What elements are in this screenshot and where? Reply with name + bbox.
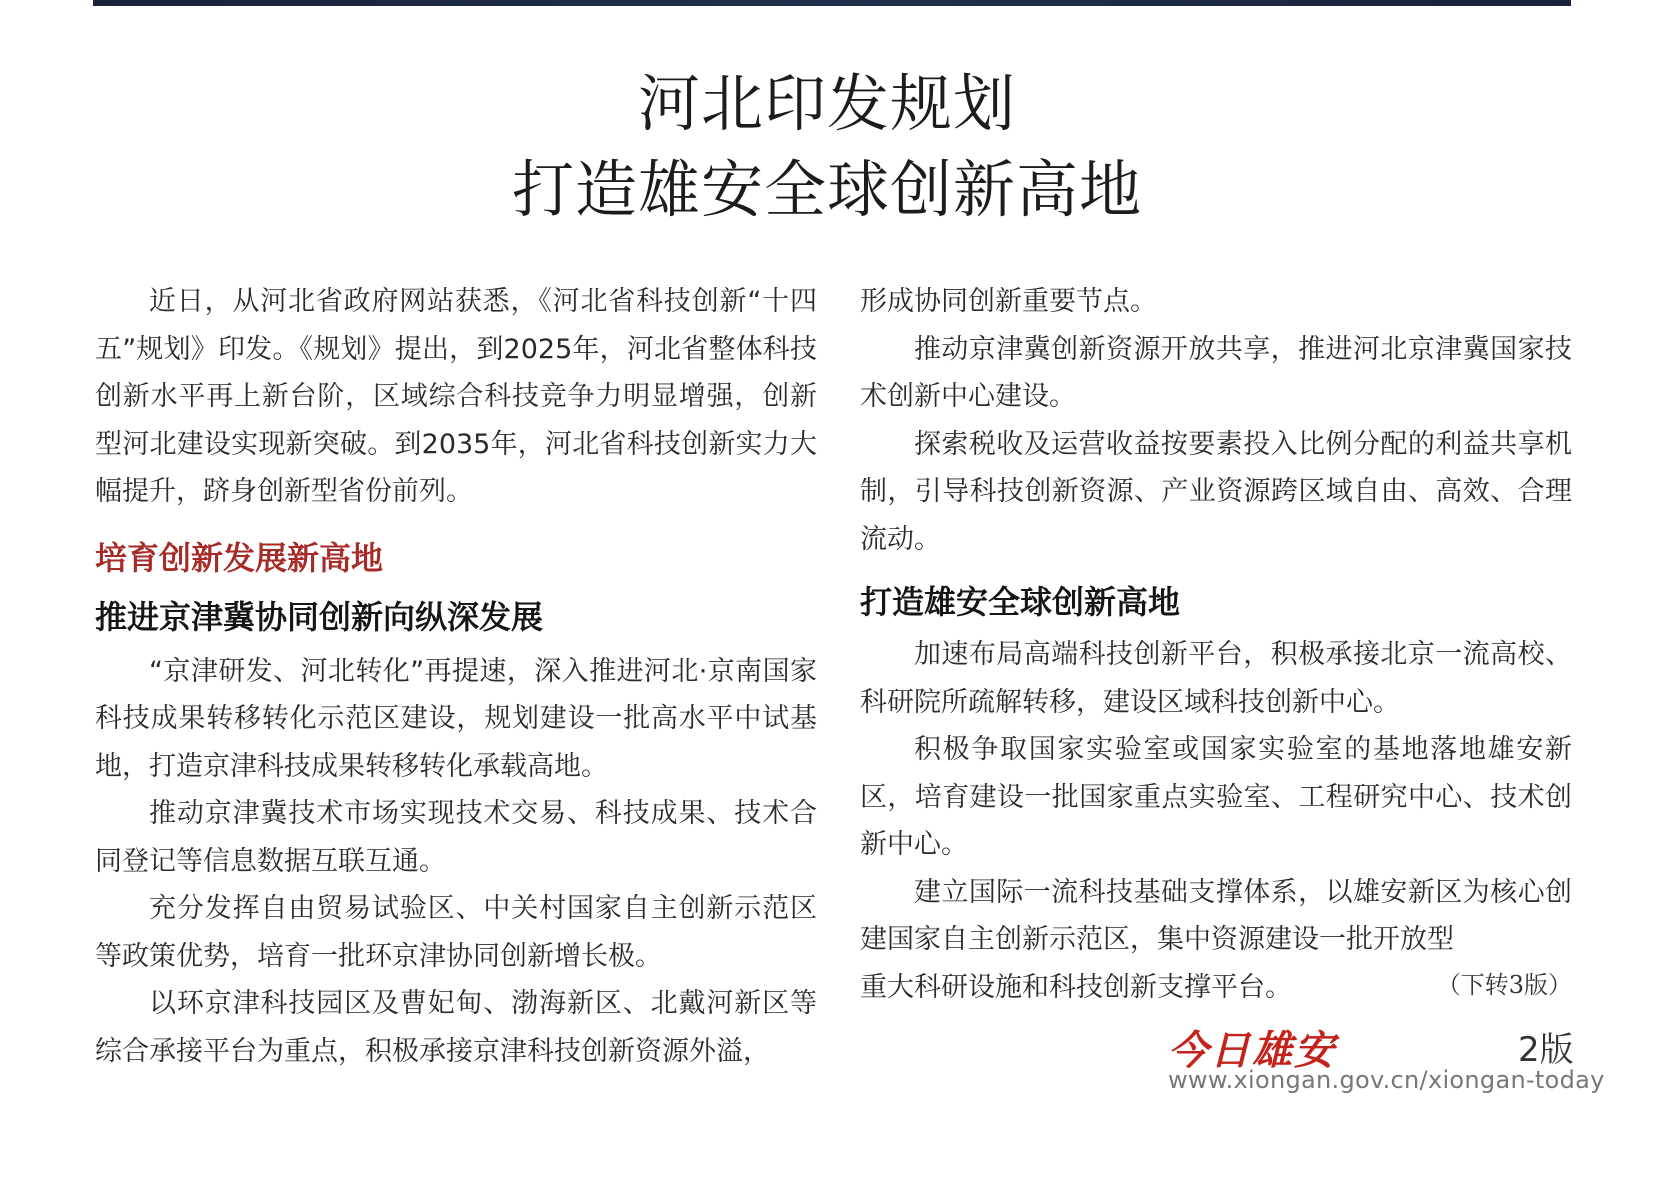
paragraph: 充分发挥自由贸易试验区、中关村国家自主创新示范区等政策优势，培育一批环京津协同创新增长极。	[95, 893, 817, 972]
section-title: 培育创新发展新高地	[95, 538, 384, 577]
paragraph: “京津研发、河北转化”再提速，深入推进河北·京南国家科技成果转移转化示范区建设，规划建设一批高水平中试基地，打造京津科技成果转移转化承载高地。	[95, 655, 817, 782]
subsection-title-right: 打造雄安全球创新高地	[860, 583, 1181, 621]
top-rule	[93, 0, 1571, 6]
brand-logo: 今日雄安	[1168, 1027, 1336, 1074]
continued-note: （下转3版）	[1436, 970, 1572, 999]
paragraph: 建立国际一流科技基础支撑体系，以雄安新区为核心创建国家自主创新示范区，集中资源建设一批开放型	[860, 876, 1572, 955]
headline-line-2: 打造雄安全球创新高地	[511, 153, 1142, 226]
page-number: 2版	[1518, 1030, 1574, 1070]
paragraph: 推动京津冀技术市场实现技术交易、科技成果、技术合同登记等信息数据互联互通。	[95, 798, 817, 877]
site-url: www.xiongan.gov.cn/xiongan-today	[1168, 1066, 1605, 1094]
paragraph: 推动京津冀创新资源开放共享，推进河北京津冀国家技术创新中心建设。	[860, 333, 1572, 412]
paragraph-last-line	[860, 964, 1572, 1012]
headline-line-1: 河北印发规划	[637, 67, 1016, 140]
paragraph-continued: 形成协同创新重要节点。	[860, 286, 1157, 317]
left-column	[95, 278, 817, 1075]
paragraph: 以环京津科技园区及曹妃甸、渤海新区、北戴河新区等综合承接平台为重点，积极承接京津科技创新资源外溢，	[95, 988, 817, 1067]
intro-paragraph: 近日，从河北省政府网站获悉，《河北省科技创新“十四五”规划》印发。《规划》提出，到2025年，河北省整体科技创新水平再上新台阶，区域综合科技竞争力明显增强，创新型河北建设实现新突破。到2035年，河北省科技创新实力大幅提升，跻身创新型省份前列。	[95, 286, 817, 507]
subsection-title-left: 推进京津冀协同创新向纵深发展	[95, 597, 544, 636]
right-column	[860, 278, 1572, 1011]
last-line-text: 重大科研设施和科技创新支撑平台。	[860, 971, 1292, 1003]
paragraph: 探索税收及运营收益按要素投入比例分配的利益共享机制，引导科技创新资源、产业资源跨区域自由、高效、合理流动。	[860, 428, 1572, 555]
paragraph: 积极争取国家实验室或国家实验室的基地落地雄安新区，培育建设一批国家重点实验室、工程研究中心、技术创新中心。	[860, 734, 1572, 860]
paragraph: 加速布局高端科技创新平台，积极承接北京一流高校、科研院所疏解转移，建设区域科技创新中心。	[860, 639, 1572, 718]
